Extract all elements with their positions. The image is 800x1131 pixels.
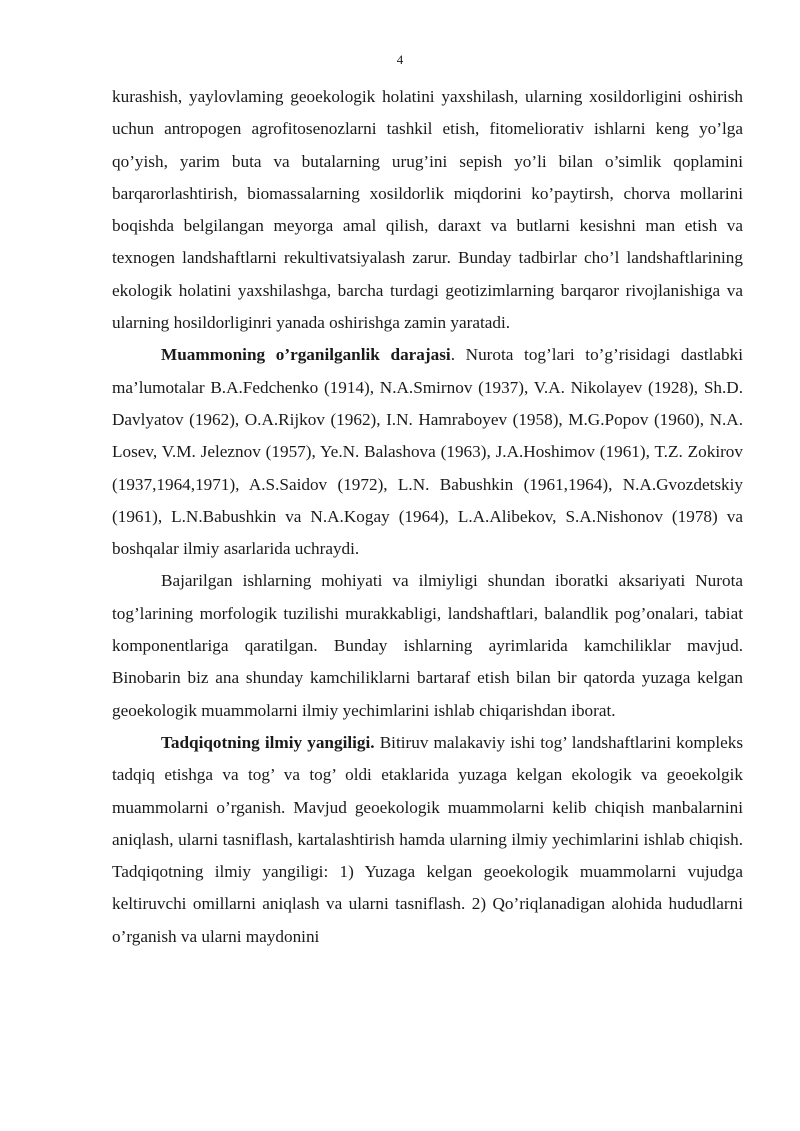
paragraph-continuation: kurashish, yaylovlaming geoekologik holatini yaxshilash, ularning xosildorligini oshirish uchun antropogen agrofitosenozlarni tashkil etish, fitomeliorativ ishlarni keng yo’lga qo’yish, yarim buta va butalarning urug’ini sepish yo’li bilan o’simlik qoplamini barqarorlashtirish, biomassalarning xosildorlik miqdorini ko’paytirsh, chorva mollarini boqishda belgilangan meyorga amal qilish, daraxt va butlarni kesishni man etish va texnogen landshaftlarni rekultivatsiyalash zarur. Bunday tadbirlar cho’l landshaftlarining ekologik holatini yaxshilashga, barcha turdagi geotizimlarning barqaror rivojlanishiga va ularning hosildorliginri yanada oshirishga zamin yaratadi. [112, 87, 743, 333]
body-text [112, 81, 743, 953]
paragraph-text: . Nurota tog’lari to’g’risidagi dastlabki ma’lumotalar B.A.Fedchenko (1914), N.A.Smirnov (1937), V.A. Nikolayev (1928), Sh.D. Davlyatov (1962), O.A.Rijkov (1962), I.N. Hamraboyev (1958), M.G.Popov (1960), N.A. Losev, V.M. Jeleznov (1957), Ye.N. Balashova (1963), J.A.Hoshimov (1961), T.Z. Zokirov (1937,1964,1971), A.S.Saidov (1972), L.N. Babushkin (1961,1964), N.A.Gvozdetskiy (1961), L.N.Babushkin va N.A.Kogay (1964), L.A.Alibekov, S.A.Nishonov (1978) va boshqalar ilmiy asarlarida uchraydi. [112, 345, 743, 559]
section-heading-scientific-novelty: Tadqiqotning ilmiy yangiligi. [161, 732, 375, 752]
page-number: 4 [396, 52, 404, 67]
paragraph-completed-works: Bajarilgan ishlarning mohiyati va ilmiyligi shundan iboratki aksariyati Nurota tog’larining morfologik tuzilishi murakkabligi, landshaftlari, balandlik pog’onalari, tabiat komponentlariga qaratilgan. Bunday ishlarning ayrimlarida kamchiliklar mavjud. Binobarin biz ana shunday kamchiliklarni bartaraf etish bilan bir qatorda yuzaga kelgan geoekologik muammolarni ilmiy yechimlarini ishlab chiqarishdan iborat. [112, 571, 743, 720]
paragraph-study-level [112, 339, 743, 565]
section-heading-study-level: Muammoning o’rganilganlik darajasi [161, 345, 451, 365]
paragraph-text: Bitiruv malakaviy ishi tog’ landshaftlarini kompleks tadqiq etishga va tog’ va tog’ oldi etaklarida yuzaga kelgan ekologik va geoekolgik muammolarni o’rganish. Mavjud geoekologik muammolarni kelib chiqish manbalarnini aniqlash, ularni tasniflash, kartalashtirish hamda ularning ilmiy yechimlarini ishlab chiqish. Tadqiqotning ilmiy yangiligi: 1) Yuzaga kelgan geoekologik muammolarni vujudga keltiruvchi omillarni aniqlash va ularni tasniflash. 2) Qo’riqlanadigan alohida hududlarni o’rganish va ularni maydonini [112, 732, 744, 946]
paragraph-scientific-novelty [112, 727, 743, 953]
